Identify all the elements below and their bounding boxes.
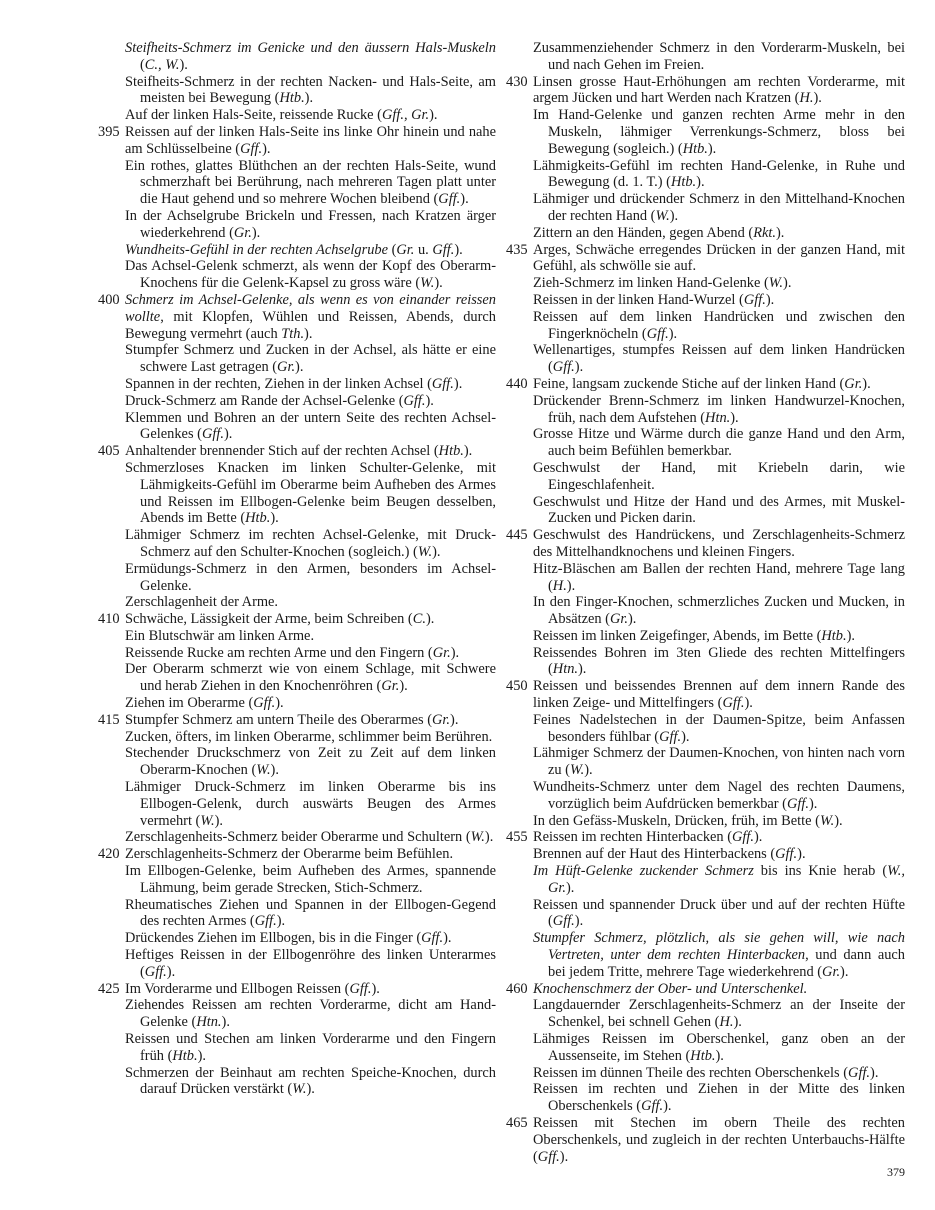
entry-text: Wundheits-Gefühl in der rechten Achselgrube (Gr. u. Gff.). <box>125 241 463 258</box>
entry-text: Im Hüft-Gelenke zuckender Schmerz bis ins Knie herab (W., Gr.). <box>533 863 905 896</box>
entry-text: Linsen grosse Haut-Erhöhungen am rechten Vorderarme, mit argem Jücken und hart Werden nach Kratzen (H.). <box>533 73 905 107</box>
symptom-entry <box>518 779 905 813</box>
entry-text: Lähmiger Druck-Schmerz im linken Oberarme bis ins Ellbogen-Gelenk, durch auswärts Beugen des Armes vermehrt (W.). <box>125 779 496 829</box>
entry-text: Reissen im dünnen Theile des rechten Oberschenkels (Gff.). <box>533 1064 879 1081</box>
entry-text: Lähmigkeits-Gefühl im rechten Hand-Gelenke, in Ruhe und Bewegung (d. 1. T.) (Htb.). <box>533 157 905 191</box>
symptom-entry <box>110 930 496 947</box>
entry-number: 435 <box>506 241 528 258</box>
entry-text: Wundheits-Schmerz unter dem Nagel des rechten Daumens, vorzüglich beim Aufdrücken bemerkbar (Gff.). <box>533 779 905 812</box>
symptom-entry <box>518 745 905 779</box>
entry-text: Spannen in der rechten, Ziehen in der linken Achsel (Gff.). <box>125 375 463 392</box>
entry-text: Zucken, öfters, im linken Oberarme, schlimmer beim Berühren. <box>125 728 493 745</box>
symptom-entry <box>518 225 905 242</box>
entry-text: In der Achselgrube Brickeln und Fressen, nach Kratzen ärger wiederkehrend (Gr.). <box>125 207 496 241</box>
symptom-entry <box>110 527 496 561</box>
entry-text: Zieh-Schmerz im linken Hand-Gelenke (W.). <box>533 275 792 292</box>
entry-text: Stechender Druckschmerz von Zeit zu Zeit auf dem linken Oberarm-Knochen (W.). <box>125 745 496 779</box>
entry-text: Arges, Schwäche erregendes Drücken in der ganzen Hand, mit Gefühl, als schwölle sie auf. <box>533 241 905 275</box>
symptom-entry <box>506 73 905 108</box>
symptom-entry <box>506 375 905 393</box>
entry-text: Geschwulst der Hand, mit Kriebeln darin, wie Eingeschlafenheit. <box>533 459 905 493</box>
symptom-entry <box>506 829 905 846</box>
symptom-entry <box>110 997 496 1031</box>
symptom-entry <box>110 1031 496 1065</box>
symptom-entry <box>506 980 905 998</box>
symptom-entry <box>518 813 905 830</box>
symptom-entry <box>518 645 905 679</box>
entry-text: Das Achsel-Gelenk schmerzt, als wenn der Kopf des Oberarm-Knochens für die Gelenk-Kapsel zu gross wäre (W.). <box>125 258 496 292</box>
symptom-entry <box>518 1031 905 1065</box>
symptom-entry <box>98 443 496 460</box>
entry-text: Reissende Rucke am rechten Arme und den Fingern (Gr.). <box>125 644 460 661</box>
entry-text: Hitz-Bläschen am Ballen der rechten Hand, mehrere Tage lang (H.). <box>533 560 905 594</box>
symptom-entry <box>518 494 905 528</box>
entry-text: Ein Blutschwär am linken Arme. <box>125 627 315 644</box>
entry-text: Grosse Hitze und Wärme durch die ganze Hand und den Arm, auch beim Befühlen bemerkbar. <box>533 426 905 460</box>
symptom-entry <box>518 712 905 746</box>
symptom-entry <box>518 863 905 897</box>
symptom-entry <box>98 711 496 729</box>
entry-text: Im Ellbogen-Gelenke, beim Aufheben des Armes, spannende Lähmung, beim gerade Strecken, Stich-Schmerz. <box>125 863 496 896</box>
entry-number: 420 <box>98 846 120 863</box>
symptom-entry <box>506 241 905 276</box>
entry-text: In den Gefäss-Muskeln, Drücken, früh, im Bette (W.). <box>533 812 843 829</box>
entry-text: Anhaltender brennender Stich auf der rechten Achsel (Htb.). <box>125 443 473 460</box>
symptom-entry <box>110 779 496 829</box>
symptom-entry <box>518 897 905 931</box>
entry-number: 395 <box>98 123 120 140</box>
entry-text: Ermüdungs-Schmerz in den Armen, besonders im Achsel-Gelenke. <box>125 560 496 594</box>
entry-text: Rheumatisches Ziehen und Spannen in der Ellbogen-Gegend des rechten Armes (Gff.). <box>125 896 496 930</box>
entry-number: 460 <box>506 980 528 997</box>
symptom-entry <box>506 1115 905 1165</box>
entry-text: Reissen im rechten Hinterbacken (Gff.). <box>533 829 763 846</box>
symptom-entry <box>110 393 496 410</box>
symptom-entry <box>110 208 496 242</box>
entry-text: Heftiges Reissen in der Ellbogenröhre des linken Unterarmes (Gff.). <box>125 947 496 980</box>
entry-text: Stumpfer Schmerz am untern Theile des Oberarmes (Gr.). <box>125 711 459 728</box>
entry-text: Zerschlagenheit der Arme. <box>125 594 279 611</box>
symptom-entry <box>518 292 905 309</box>
entry-text: Stumpfer Schmerz und Zucken in der Achsel, als hätte er eine schwere Last getragen (Gr.). <box>125 342 496 376</box>
entry-text: Knochenschmerz der Ober- und Unterschenkel. <box>533 980 808 997</box>
symptom-entry <box>110 242 496 259</box>
symptom-entry <box>110 628 496 645</box>
symptom-entry <box>518 191 905 225</box>
entry-text: Schmerzloses Knacken im linken Schulter-Gelenke, mit Lähmigkeits-Gefühl im Oberarme beim Aufheben des Armes und Reissen im Ellbogen-Gelenke beim Beugen desselben, Abends im Bette (Htb.). <box>125 459 496 527</box>
page-number: 379 <box>887 1165 905 1179</box>
symptom-entry <box>110 460 496 527</box>
symptom-entry <box>518 460 905 494</box>
symptom-entry <box>98 611 496 628</box>
symptom-entry <box>518 426 905 460</box>
entry-text: Reissen im linken Zeigefinger, Abends, im Bette (Htb.). <box>533 627 855 644</box>
entry-text: Druck-Schmerz am Rande der Achsel-Gelenke (Gff.). <box>125 392 434 409</box>
symptom-entry <box>110 74 496 108</box>
symptom-entry <box>518 309 905 343</box>
entry-number: 425 <box>98 980 120 997</box>
entry-text: Reissen und beissendes Brennen auf dem innern Rande des linken Zeige- und Mittelfingers (Gff.). <box>533 678 905 712</box>
symptom-entry <box>518 846 905 863</box>
entry-text: Im Vorderarme und Ellbogen Reissen (Gff.). <box>125 980 380 997</box>
entry-text: Lähmiger Schmerz der Daumen-Knochen, von hinten nach vorn zu (W.). <box>533 745 905 779</box>
symptom-entry <box>518 40 905 74</box>
symptom-entry <box>518 275 905 292</box>
entry-number: 400 <box>98 291 120 308</box>
symptom-entry <box>518 997 905 1031</box>
symptom-entry <box>506 527 905 561</box>
entry-text: Schmerzen der Beinhaut am rechten Speiche-Knochen, durch darauf Drücken verstärkt (W.). <box>125 1064 496 1098</box>
entry-text: Zittern an den Händen, gegen Abend (Rkt.). <box>533 224 785 241</box>
symptom-entry <box>110 745 496 779</box>
entry-text: Reissen in der linken Hand-Wurzel (Gff.). <box>533 291 775 308</box>
symptom-entry <box>518 930 905 980</box>
entry-number: 465 <box>506 1115 528 1131</box>
entry-text: Feine, langsam zuckende Stiche auf der linken Hand (Gr.). <box>533 375 871 392</box>
symptom-entry <box>518 1081 905 1115</box>
entry-text: Drückender Brenn-Schmerz im linken Handwurzel-Knochen, früh, nach dem Aufstehen (Htn.). <box>533 392 905 426</box>
symptom-entry <box>110 947 496 981</box>
symptom-entry <box>110 158 496 208</box>
entry-text: Zerschlagenheits-Schmerz der Oberarme beim Befühlen. <box>125 846 454 863</box>
symptom-entry <box>518 1065 905 1082</box>
symptom-entry <box>110 40 496 74</box>
symptom-entry <box>110 829 496 846</box>
entry-text: Reissen auf dem linken Handrücken und zwischen den Fingerknöcheln (Gff.). <box>533 308 905 342</box>
entry-number: 430 <box>506 73 528 90</box>
entry-text: Reissen im rechten und Ziehen in der Mitte des linken Oberschenkels (Gff.). <box>533 1081 905 1115</box>
symptom-entry <box>98 846 496 863</box>
symptom-entry <box>518 158 905 192</box>
entry-text: Klemmen und Bohren an der untern Seite des rechten Achsel-Gelenkes (Gff.). <box>125 409 496 443</box>
symptom-entry <box>98 291 496 342</box>
entry-text: Zerschlagenheits-Schmerz beider Oberarme und Schultern (W.). <box>125 829 494 846</box>
entry-text: Lähmiger Schmerz im rechten Achsel-Gelenke, mit Druck-Schmerz auf den Schulter-Knochen (sogleich.) (W.). <box>125 527 496 560</box>
entry-number: 405 <box>98 443 120 460</box>
entry-text: Steifheits-Schmerz in der rechten Nacken- und Hals-Seite, am meisten bei Bewegung (Htb.). <box>125 73 496 107</box>
symptom-entry <box>518 628 905 645</box>
symptom-entry <box>110 695 496 712</box>
entry-text: Stumpfer Schmerz, plötzlich, als sie gehen will, wie nach Vertreten, unter dem rechten Hinterbacken, und dann auch bei jedem Tritte, mehrere Tage wiederkehrend (Gr.). <box>533 930 905 980</box>
symptom-entry <box>110 561 496 595</box>
symptom-entry <box>518 594 905 628</box>
entry-text: Der Oberarm schmerzt wie von einem Schlage, mit Schwere und herab Ziehen in den Knochenröhren (Gr.). <box>125 661 496 695</box>
symptom-entry <box>518 561 905 595</box>
entry-text: In den Finger-Knochen, schmerzliches Zucken und Mucken, in Absätzen (Gr.). <box>533 594 905 628</box>
entry-text: Reissen auf der linken Hals-Seite ins linke Ohr hinein und nahe am Schlüsselbeine (Gff.). <box>125 123 496 157</box>
entry-number: 410 <box>98 611 120 628</box>
entry-text: Auf der linken Hals-Seite, reissende Rucke (Gff., Gr.). <box>125 107 438 124</box>
symptom-entry <box>518 107 905 157</box>
left-column <box>98 40 496 1098</box>
entry-text: Schmerz im Achsel-Gelenke, als wenn es von einander reissen wollte, mit Klopfen, Wühlen und Reissen, Abends, durch Bewegung vermehrt (auch Tth.). <box>125 291 496 342</box>
entry-text: Steifheits-Schmerz im Genicke und den äussern Hals-Muskeln (C., W.). <box>125 40 496 73</box>
symptom-entry <box>110 1065 496 1099</box>
entry-text: Lähmiges Reissen im Oberschenkel, ganz oben an der Aussenseite, im Stehen (Htb.). <box>533 1031 905 1064</box>
entry-text: Geschwulst des Handrückens, und Zerschlagenheits-Schmerz des Mittelhandknochens und kleinen Fingers. <box>533 527 905 560</box>
entry-number: 445 <box>506 527 528 544</box>
entry-text: Reissen mit Stechen im obern Theile des rechten Oberschenkels, und zugleich in der rechten Unterbauchs-Hälfte (Gff.). <box>533 1115 905 1165</box>
symptom-entry <box>110 107 496 124</box>
symptom-entry <box>518 342 905 376</box>
symptom-entry <box>98 123 496 158</box>
entry-text: Reissen und Stechen am linken Vorderarme und den Fingern früh (Htb.). <box>125 1031 496 1064</box>
right-column <box>506 40 905 1165</box>
symptom-entry <box>110 645 496 662</box>
entry-text: Ziehendes Reissen am rechten Vorderarme, dicht am Hand-Gelenke (Htn.). <box>125 997 496 1031</box>
entry-text: Geschwulst und Hitze der Hand und des Armes, mit Muskel-Zucken und Picken darin. <box>533 493 905 527</box>
symptom-entry <box>98 980 496 998</box>
entry-text: Im Hand-Gelenke und ganzen rechten Arme mehr in den Muskeln, lähmiger Verrenkungs-Schmerz, bloss bei Bewegung (sogleich.) (Htb.). <box>533 107 905 157</box>
entry-text: Drückendes Ziehen im Ellbogen, bis in die Finger (Gff.). <box>125 930 452 947</box>
symptom-entry <box>110 594 496 611</box>
symptom-entry <box>506 678 905 712</box>
symptom-entry <box>110 258 496 292</box>
entry-number: 415 <box>98 711 120 728</box>
symptom-entry <box>110 410 496 444</box>
entry-text: Langdauernder Zerschlagenheits-Schmerz an der Inseite der Schenkel, bei schnell Gehen (H.). <box>533 997 905 1031</box>
symptom-entry <box>110 376 496 393</box>
symptom-entry <box>110 661 496 695</box>
entry-number: 440 <box>506 375 528 392</box>
entry-text: Ziehen im Oberarme (Gff.). <box>125 695 284 712</box>
entry-text: Reissendes Bohren im 3ten Gliede des rechten Mittelfingers (Htn.). <box>533 644 905 678</box>
symptom-entry <box>110 897 496 931</box>
entry-text: Wellenartiges, stumpfes Reissen auf dem linken Handrücken (Gff.). <box>533 342 905 376</box>
entry-number: 450 <box>506 678 528 695</box>
entry-text: Ein rothes, glattes Blüthchen an der rechten Hals-Seite, wund schmerzhaft bei Berührung, nach mehreren Tagen platt unter die Haut gehend und so mehrere Wochen bleibend (Gff.). <box>125 157 496 208</box>
symptom-entry <box>518 393 905 427</box>
entry-text: Reissen und spannender Druck über und auf der rechten Hüfte (Gff.). <box>533 896 905 930</box>
entry-text: Lähmiger und drückender Schmerz in den Mittelhand-Knochen der rechten Hand (W.). <box>533 191 905 224</box>
entry-text: Zusammenziehender Schmerz in den Vorderarm-Muskeln, bei und nach Gehen im Freien. <box>533 40 905 73</box>
symptom-entry <box>110 863 496 897</box>
entry-text: Feines Nadelstechen in der Daumen-Spitze, beim Anfassen besonders fühlbar (Gff.). <box>533 711 905 745</box>
entry-text: Schwäche, Lässigkeit der Arme, beim Schreiben (C.). <box>125 611 435 628</box>
entry-text: Brennen auf der Haut des Hinterbackens (Gff.). <box>533 846 806 863</box>
entry-number: 455 <box>506 829 528 846</box>
symptom-entry <box>110 342 496 376</box>
symptom-entry <box>110 729 496 746</box>
